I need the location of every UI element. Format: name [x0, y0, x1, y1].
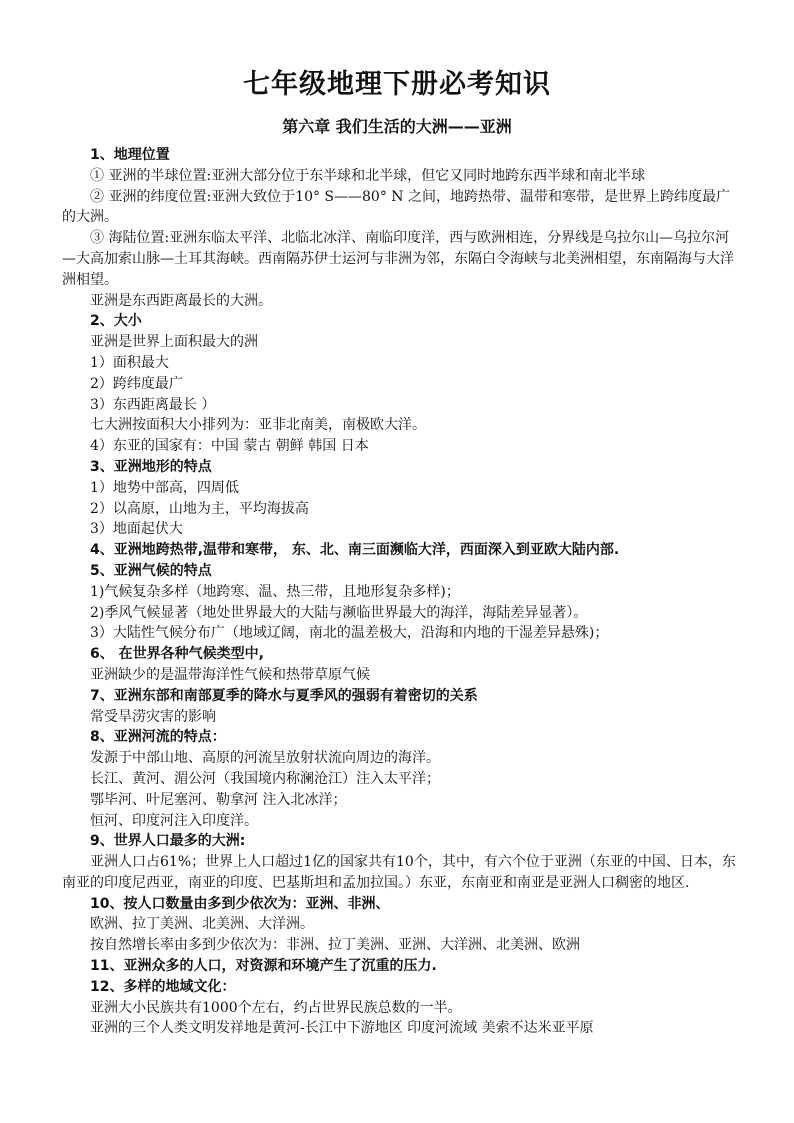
- paragraph-line: 3）地面起伏大: [90, 521, 183, 538]
- section-heading: 12、多样的地域文化：: [90, 978, 236, 995]
- paragraph-line: 1)气候复杂多样（地跨寒、温、热三带，且地形复杂多样)；: [90, 583, 460, 600]
- paragraph-line: 4）东亚的国家有：中国 蒙古 朝鲜 韩国 日本: [90, 438, 369, 455]
- paragraph-line: 鄂毕河、叶尼塞河、勒拿河 注入北冰洋；: [90, 791, 347, 808]
- paragraph-line: 发源于中部山地、高原的河流呈放射状流向周边的海洋。: [90, 750, 440, 767]
- section-heading: 6、 在世界各种气候类型中,: [90, 646, 264, 663]
- paragraph-line: 亚洲缺少的是温带海洋性气候和热带草原气候: [90, 666, 370, 683]
- paragraph-line: 3）东西距离最长 ）: [90, 396, 216, 413]
- paragraph-line: 七大洲按面积大小排列为：亚非北南美，南极欧大洋。: [90, 417, 426, 434]
- paragraph-line: 亚洲的三个人类文明发祥地是黄河-长江中下游地区 印度河流域 美索不达米亚平原: [90, 1020, 594, 1037]
- section-heading: 3、亚洲地形的特点: [90, 458, 212, 475]
- paragraph-line: 按自然增长率由多到少依次为：非洲、拉丁美洲、亚洲、大洋洲、北美洲、欧洲: [90, 937, 580, 954]
- paragraph-line: 欧洲、拉丁美洲、北美洲、大洋洲。: [90, 916, 314, 933]
- section-heading: 10、按人口数量由多到少依次为：亚洲、非洲、: [90, 895, 390, 912]
- paragraph-line: 亚洲大小民族共有1000个左右，约占世界民族总数的一半。: [90, 999, 462, 1016]
- paragraph-line: 长江、黄河、湄公河（我国境内称澜沧江）注入太平洋；: [90, 770, 440, 787]
- section-heading: 2、大小: [90, 313, 142, 330]
- paragraph-line: 2)季风气候显著（地处世界最大的大陆与濒临世界最大的海洋，海陆差异显著）。: [90, 604, 588, 621]
- paragraph-line: 1）地势中部高，四周低: [90, 479, 239, 496]
- paragraph-line: 亚洲人口占61%；世界上人口超过1亿的国家共有10个，其中，有六个位于亚洲（东亚的中国、日本，东南亚的印度尼西亚，南亚的印度、巴基斯坦和孟加拉国。）东亚，东南亚和南亚是亚洲人口稠密的地区.: [62, 854, 736, 891]
- paragraph-line: 3）大陆性气候分布广（地域辽阔，南北的温差极大，沿海和内地的干湿差异悬殊)；: [90, 625, 609, 642]
- page-title: 七年级地理下册必考知识: [243, 69, 551, 100]
- paragraph-line: 1）面积最大: [90, 354, 169, 371]
- paragraph-line: 亚洲是东西距离最长的大洲。: [90, 292, 272, 309]
- section-heading: 8、亚洲河流的特点：: [90, 729, 226, 746]
- section-heading: 11、亚洲众多的人口，对资源和环境产生了沉重的压力.: [90, 958, 437, 975]
- paragraph-line: 亚洲是世界上面积最大的洲: [90, 334, 258, 351]
- chapter-subtitle: 第六章 我们生活的大洲——亚洲: [282, 117, 512, 136]
- paragraph-line: 常受旱涝灾害的影响: [90, 708, 216, 725]
- section-heading: 1、地理位置: [90, 147, 170, 163]
- paragraph-line: 2）跨纬度最广: [90, 375, 183, 392]
- section-heading: 5、亚洲气候的特点: [90, 562, 212, 579]
- paragraph-line: ① 亚洲的半球位置:亚洲大部分位于东半球和北半球，但它又同时地跨东西半球和南北半球: [90, 167, 646, 184]
- section-heading: 9、世界人口最多的大洲:: [90, 833, 246, 850]
- section-heading: 4、亚洲地跨热带,温带和寒带， 东、北、南三面濒临大洋，西面深入到亚欧大陆内部.: [90, 542, 620, 559]
- section-heading: 7、亚洲东部和南部夏季的降水与夏季风的强弱有着密切的关系: [90, 687, 478, 704]
- paragraph-line: 恒河、印度河注入印度洋。: [90, 812, 258, 829]
- paragraph-line: ② 亚洲的纬度位置:亚洲大致位于10° S——80° N 之间，地跨热带、温带和寒带，是世界上跨纬度最广的大洲。: [62, 188, 730, 226]
- paragraph-line: 2）以高原，山地为主，平均海拔高: [90, 500, 309, 517]
- paragraph-line: ③ 海陆位置:亚洲东临太平洋、北临北冰洋、南临印度洋，西与欧洲相连，分界线是乌拉尔山—乌拉尔河—大高加索山脉—土耳其海峡。西南隔苏伊士运河与非洲为邻，东隔白令海峡与北美洲相望，东南隔海与大洋洲相望。: [62, 230, 734, 288]
- document-body: [62, 145, 738, 1039]
